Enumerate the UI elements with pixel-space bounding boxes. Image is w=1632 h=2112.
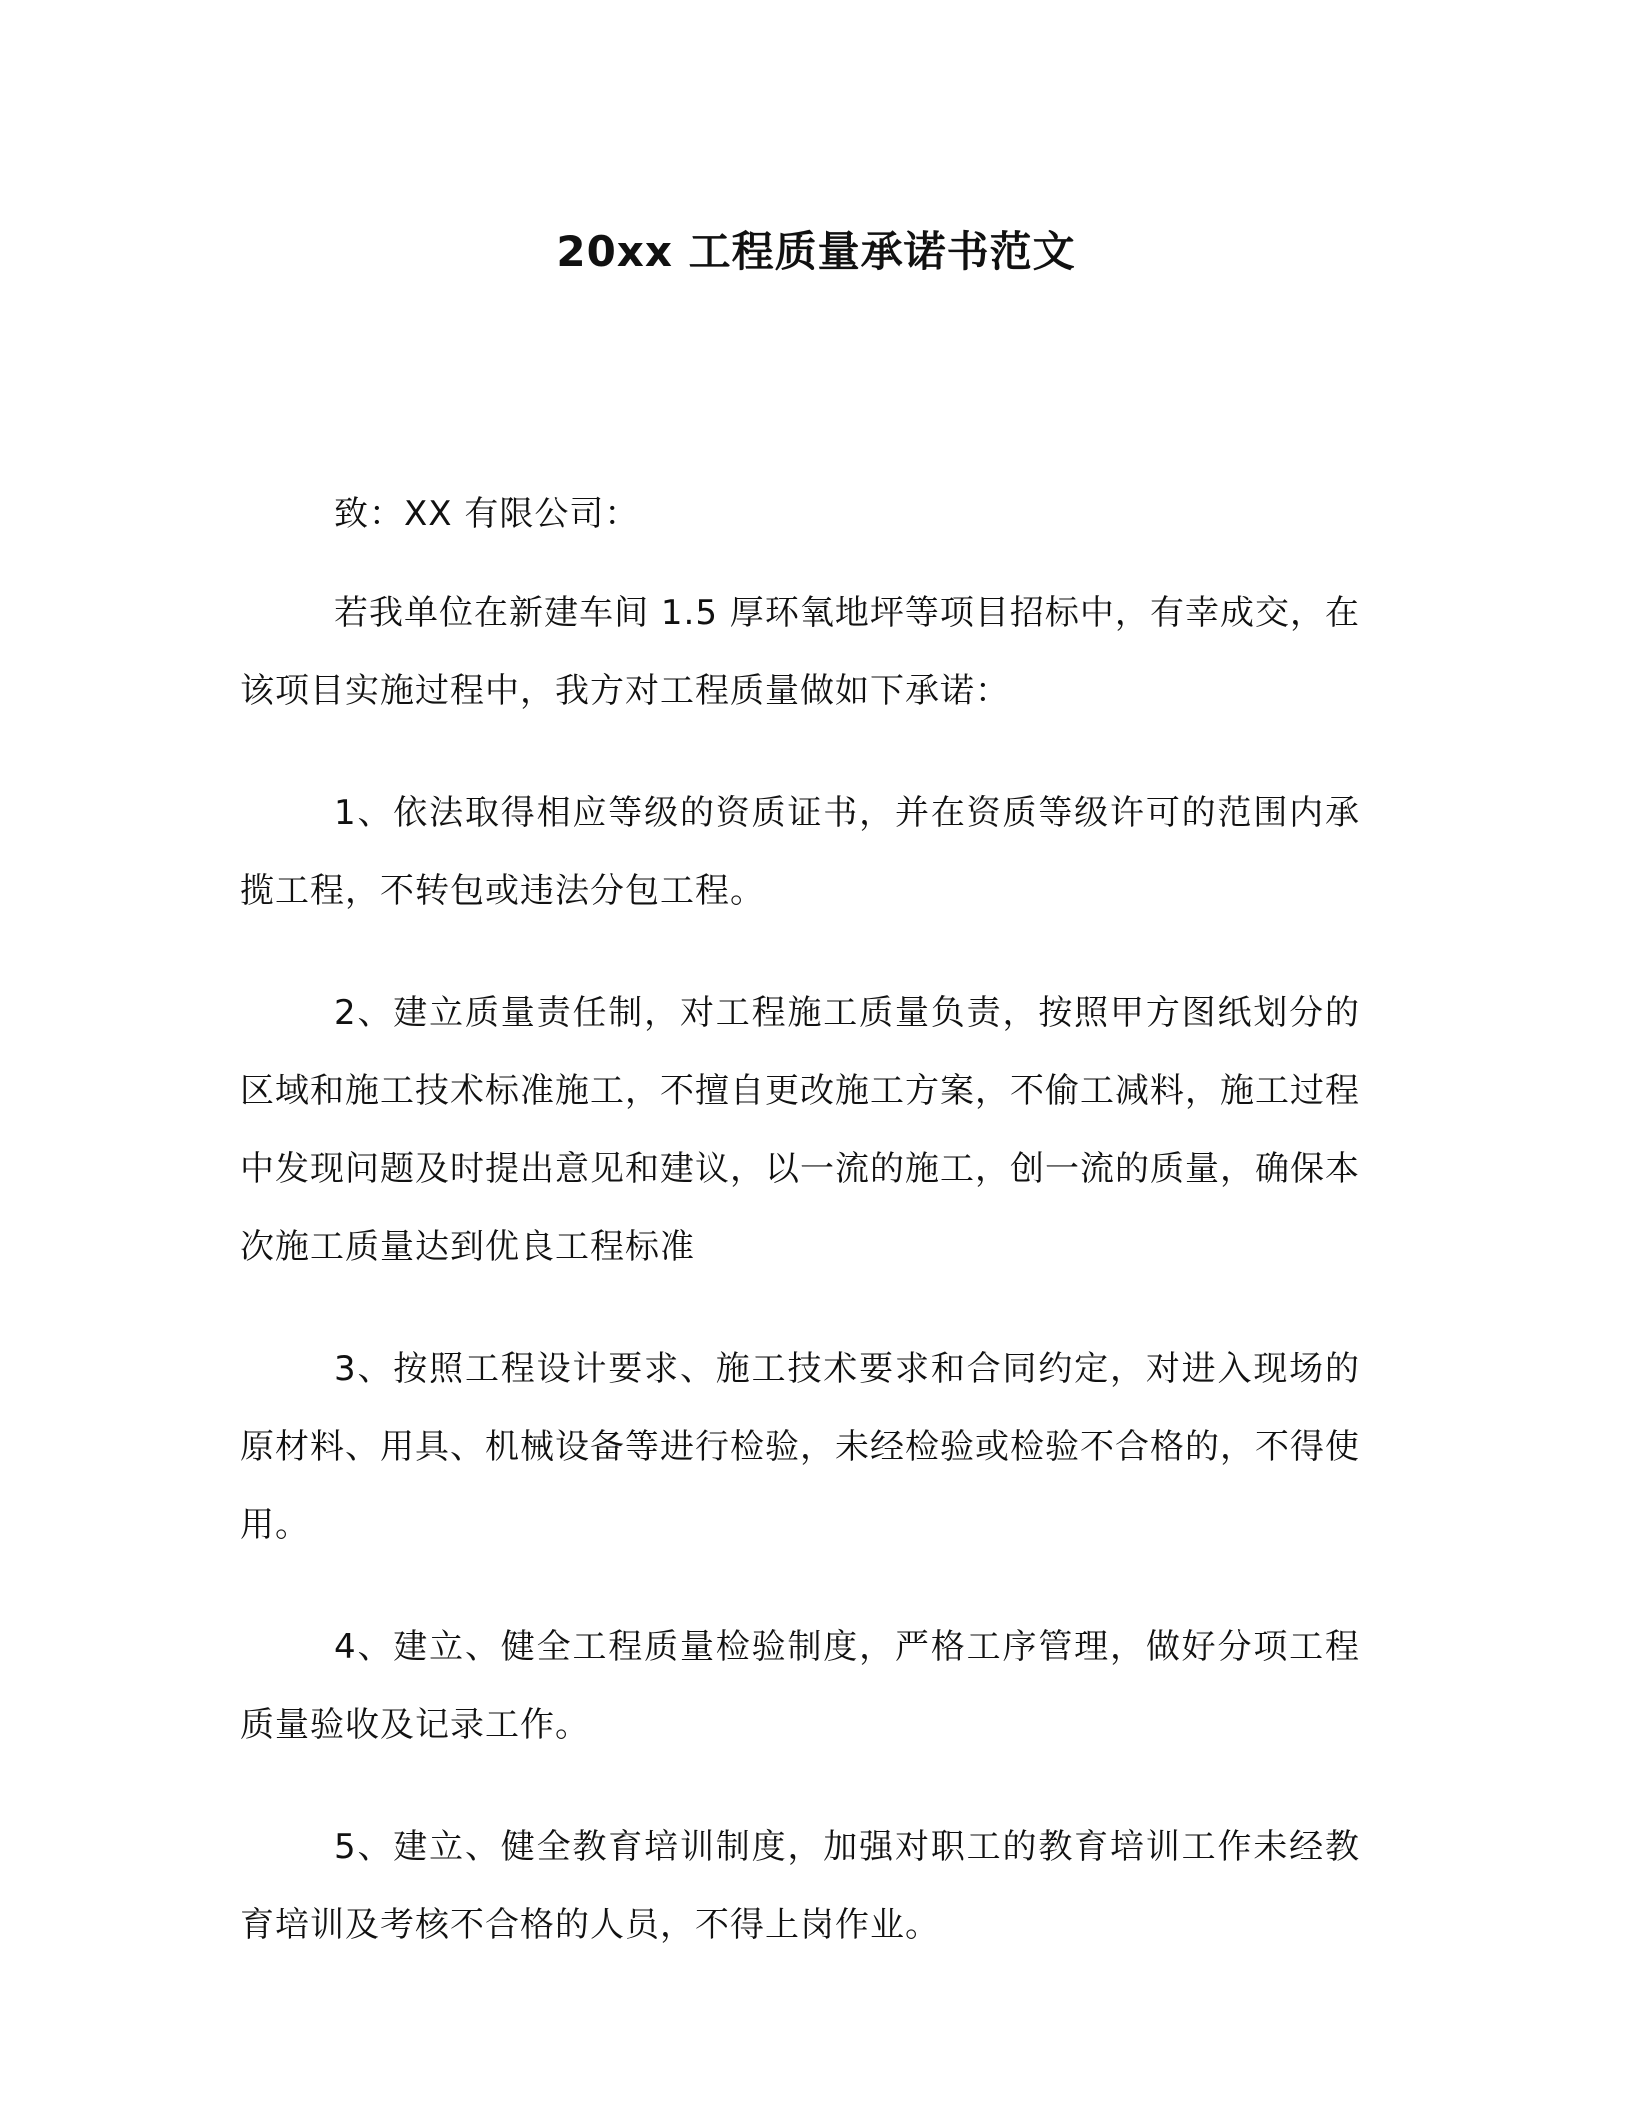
paragraph-item-5: 5、建立、健全教育培训制度，加强对职工的教育培训工作未经教育培训及考核不合格的人员，不得上岗作业。 (240, 1827, 1360, 1945)
paragraph-item-1: 1、依法取得相应等级的资质证书，并在资质等级许可的范围内承揽工程，不转包或违法分包工程。 (240, 793, 1360, 911)
paragraph-item-4: 4、建立、健全工程质量检验制度，严格工序管理，做好分项工程质量验收及记录工作。 (240, 1627, 1360, 1745)
paragraph-item-2: 2、建立质量责任制，对工程施工质量负责，按照甲方图纸划分的区域和施工技术标准施工，不擅自更改施工方案，不偷工减料，施工过程中发现问题及时提出意见和建议，以一流的施工，创一流的质量，确保本次施工质量达到优良工程标准 (240, 993, 1360, 1267)
salutation: 致：XX 有限公司： (334, 494, 640, 534)
paragraph-intro: 若我单位在新建车间 1.5 厚环氧地坪等项目招标中，有幸成交，在该项目实施过程中，我方对工程质量做如下承诺： (240, 593, 1360, 711)
paragraph-item-3: 3、按照工程设计要求、施工技术要求和合同约定，对进入现场的原材料、用具、机械设备等进行检验，未经检验或检验不合格的，不得使用。 (240, 1349, 1360, 1545)
document-body (240, 484, 1360, 1964)
document-title: 20xx 工程质量承诺书范文 (556, 227, 1076, 276)
